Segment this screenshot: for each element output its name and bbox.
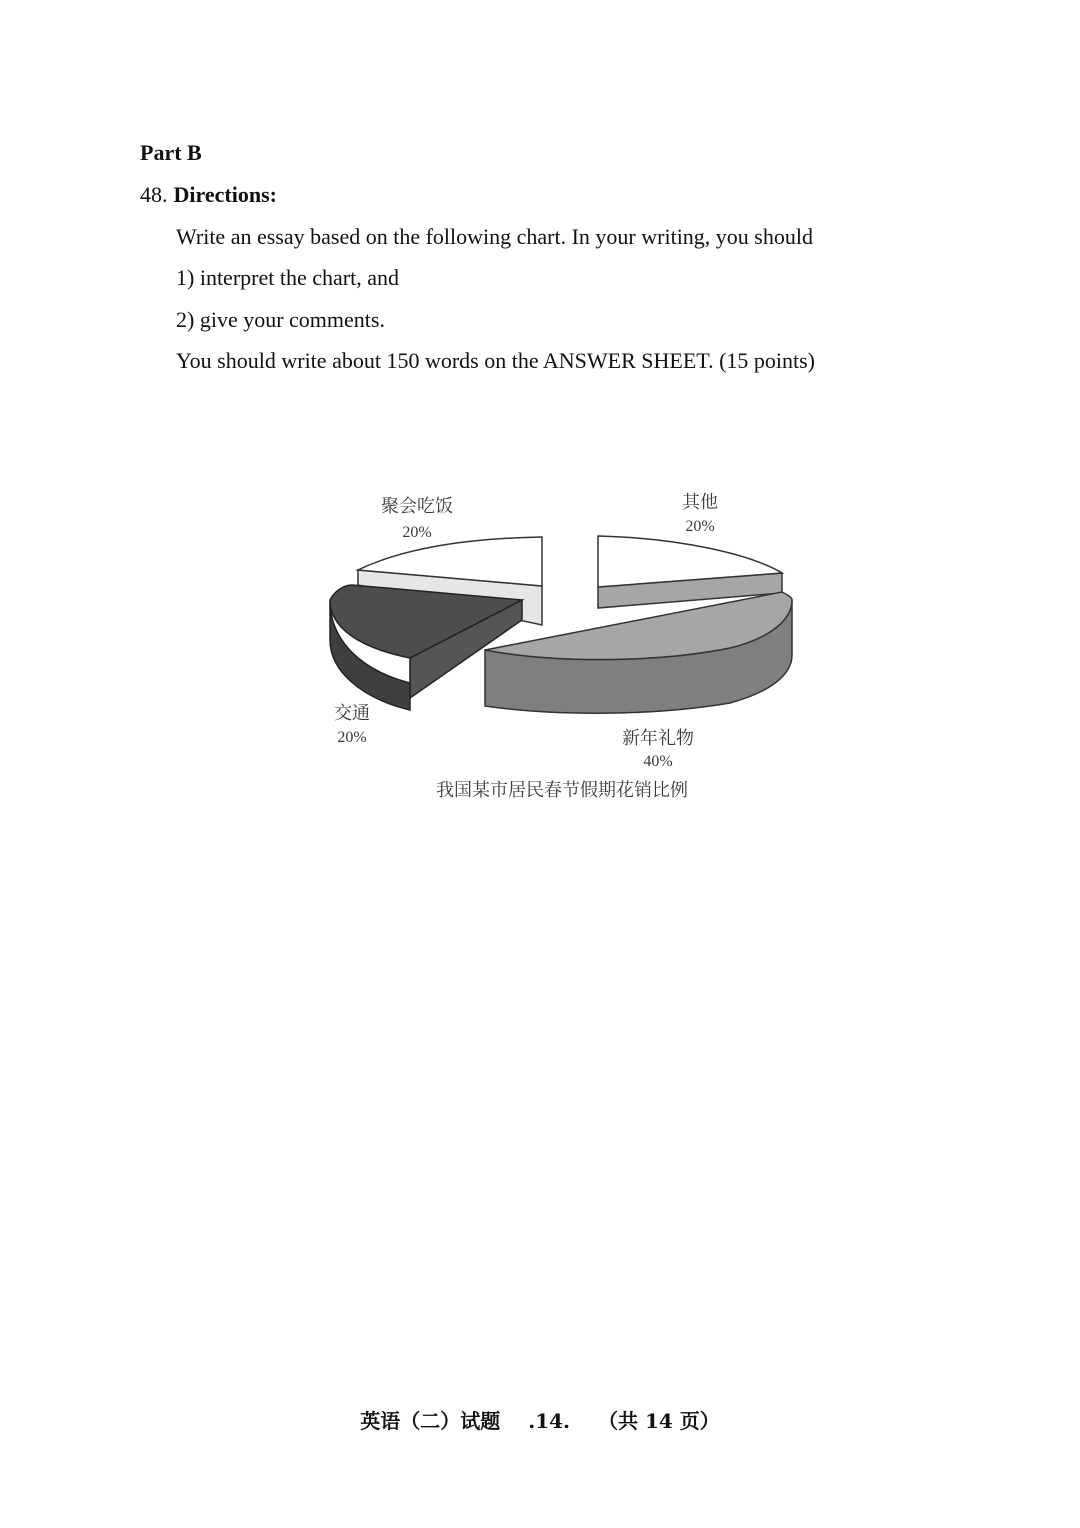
slice-value: 40% (643, 753, 673, 770)
part-title: Part B (140, 140, 202, 165)
slice-label: 新年礼物 (622, 728, 694, 749)
directions-label: Directions: (173, 182, 277, 207)
footer-subject: 英语（二）试题 (360, 1409, 501, 1433)
question-header (140, 182, 277, 208)
instruction-line: 1) interpret the chart, and (176, 265, 399, 290)
slice-label: 其他 (682, 492, 718, 513)
page-footer (0, 1405, 1080, 1434)
instruction-line: You should write about 150 words on the ANSWER SHEET. (15 points) (176, 348, 816, 373)
slice-value: 20% (685, 518, 715, 535)
slice-label: 聚会吃饭 (381, 496, 453, 517)
instruction-line: Write an essay based on the following chart. In your writing, you should (176, 224, 813, 249)
slice-value: 20% (337, 729, 367, 746)
question-number: 48. (140, 182, 168, 207)
slice-value: 20% (402, 524, 432, 541)
chart-title: 我国某市居民春节假期花销比例 (436, 780, 688, 801)
pie-chart (300, 470, 820, 810)
footer-page-number: .14. (528, 1409, 570, 1433)
slice-label: 交通 (334, 703, 370, 724)
instruction-line: 2) give your comments. (176, 307, 385, 332)
footer-total-pages: （共 14 页） (598, 1409, 720, 1433)
